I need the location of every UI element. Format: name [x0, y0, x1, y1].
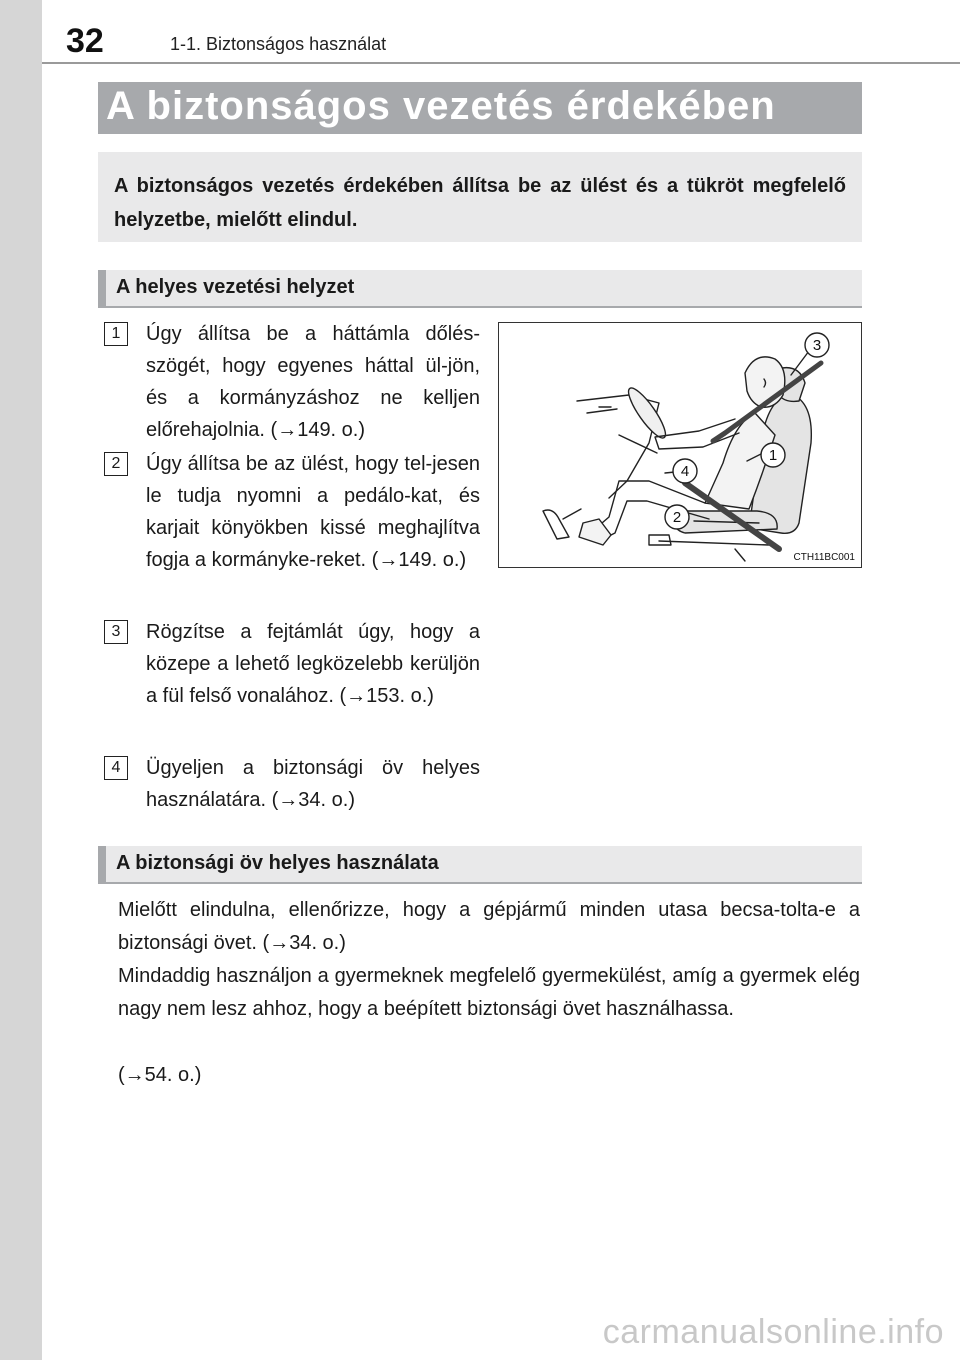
section-heading-seatbelt: [98, 846, 862, 884]
section-heading-text: A biztonsági öv helyes használata: [116, 852, 439, 874]
item-number: 1: [104, 322, 128, 346]
paragraph: Mielőtt elindulna, ellenőrizze, hogy a gépjármű minden utasa becsa-tolta-e a biztonsági övet. (→34. o.): [118, 899, 860, 954]
callout-4: 4: [680, 463, 690, 480]
callout-1: 1: [768, 447, 778, 464]
callout-2: 2: [672, 509, 682, 526]
figure-code: CTH11BC001: [793, 552, 855, 563]
callout-3: 3: [812, 337, 822, 354]
section-heading-text: A helyes vezetési helyzet: [116, 276, 355, 298]
paragraph: (→54. o.): [118, 1064, 202, 1086]
title-bar: [98, 82, 862, 134]
intro-text: A biztonságos vezetés érdekében állítsa be az ülést és a tükröt megfelelő helyzetbe, mielőtt elindul.: [114, 175, 846, 231]
item-text: Rögzítse a fejtámlát úgy, hogy a közepe a lehető legközelebb kerüljön a fül felső vonalához. (→153. o.): [146, 621, 480, 707]
header-rule: [42, 62, 960, 64]
driving-position-figure: [498, 322, 862, 568]
item-number: 4: [104, 756, 128, 780]
item-text: Ügyeljen a biztonsági öv helyes használatára. (→34. o.): [146, 757, 480, 811]
side-strip: [0, 0, 42, 1360]
page-title: A biztonságos vezetés érdekében: [106, 84, 776, 128]
section-path: 1-1. Biztonságos használat: [170, 34, 387, 54]
item-number: 2: [104, 452, 128, 476]
item-text: Úgy állítsa be az ülést, hogy tel-jesen le tudja nyomni a pedálo-kat, és karjait könyökben kissé meghajlítva fogja a kormányke-reket. (→149. o.): [146, 453, 480, 571]
driver-illustration: [499, 323, 861, 567]
item-text: Úgy állítsa be a háttámla dőlés-szögét, hogy egyenes háttal ül-jön, és a kormányzáshoz ne kelljen előrehajolnia. (→149. o.): [146, 323, 480, 441]
intro-box: [98, 152, 862, 242]
section-heading-driving-position: [98, 270, 862, 308]
page-number: 32: [66, 22, 104, 60]
item-number: 3: [104, 620, 128, 644]
paragraph: Mindaddig használjon a gyermeknek megfelelő gyermekülést, amíg a gyermek elég nagy nem lesz ahhoz, hogy a beépített biztonsági övet használhassa.: [118, 965, 860, 1020]
watermark: carmanualsonline.info: [602, 1313, 944, 1351]
